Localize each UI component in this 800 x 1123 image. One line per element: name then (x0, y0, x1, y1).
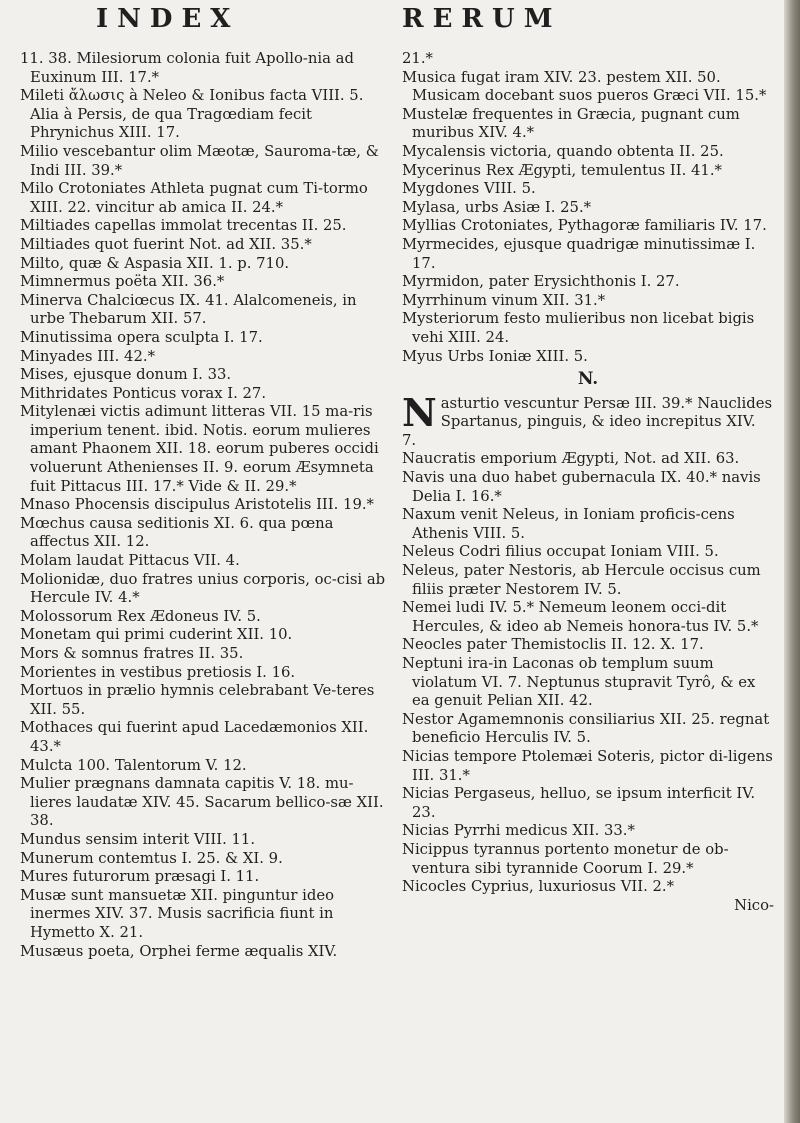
index-entry: Mygdones VIII. 5. (402, 180, 536, 198)
index-entry: Monetam qui primi cuderint XII. 10. (20, 626, 293, 644)
index-entry: Nicias Pyrrhi medicus XII. 33.* (402, 822, 635, 840)
index-entry: Mnaso Phocensis discipulus Aristotelis III. 19.* (20, 496, 374, 514)
index-entry: Molossorum Rex Ædoneus IV. 5. (20, 607, 261, 625)
index-entry: Mothaces qui fuerint apud Lacedæmonios XII. 43.* (20, 719, 369, 755)
index-entry: Mimnermus poëta XII. 36.* (20, 273, 225, 291)
index-entry: Mortuos in prælio hymnis celebrabant Ve-teres XII. 55. (20, 682, 375, 718)
index-entry: Milto, quæ & Aspasia XII. 1. p. 710. (20, 254, 290, 272)
index-entry: Mundus sensim interit VIII. 11. (20, 830, 256, 848)
index-entry: Mises, ejusque donum I. 33. (20, 366, 232, 384)
letter-section-heading: N. (577, 369, 599, 390)
header-right-title: RERUM (402, 4, 562, 34)
index-entry: Mulcta 100. Talentorum V. 12. (20, 756, 247, 774)
index-entry: Milo Crotoniates Athleta pugnat cum Ti-tormo XIII. 22. vincitur ab amica II. 24.* (20, 180, 368, 216)
index-entry: Mors & somnus fratres II. 35. (20, 645, 244, 662)
left-column (20, 50, 390, 961)
catchword: Nico- (734, 896, 774, 914)
index-entry: Neleus, pater Nestoris, ab Hercule occisus cum filiis præter Nestorem IV. 5. (402, 562, 761, 598)
index-entry: Neleus Codri filius occupat Ioniam VIII. 5. (402, 543, 719, 561)
index-entry: Navis una duo habet gubernacula IX. 40.* navis Delia I. 16.* (402, 469, 761, 505)
index-entry: Minyades III. 42.* (20, 347, 155, 365)
page-edge-shadow (784, 0, 800, 1123)
index-entry: 21.* (402, 50, 433, 67)
index-entry: Nemei ludi IV. 5.* Nemeum leonem occi-dit Hercules, & ideo ab Nemeis honora-tus IV. 5.* (402, 599, 759, 635)
index-entry: Nicias tempore Ptolemæi Soteris, pictor di-ligens III. 31.* (402, 747, 773, 784)
index-entry-first (402, 389, 774, 451)
index-entry: Nestor Agamemnonis consiliarius XII. 25. regnat beneficio Herculis IV. 5. (402, 710, 770, 747)
index-entry: Mycerinus Rex Ægypti, temulentus II. 41.* (402, 161, 722, 179)
first-entry-text: asturtio vescuntur Persæ III. 39.* Nauclides Spartanus, pinguis, & ideo increpitus XIV. 7. (402, 394, 773, 449)
index-entry: Neocles pater Themistoclis II. 12. X. 17. (402, 636, 704, 654)
drop-cap-initial: N (402, 389, 437, 435)
index-entry: Nicippus tyrannus portento monetur de ob-ventura sibi tyrannide Coorum I. 29.* (402, 840, 729, 877)
index-entry: Myus Urbs Ioniæ XIII. 5. (402, 347, 588, 365)
index-entry: Molam laudat Pittacus VII. 4. (20, 552, 240, 570)
index-entry: Myrrhinum vinum XII. 31.* (402, 291, 606, 309)
index-entry: Myrmidon, pater Erysichthonis I. 27. (402, 273, 680, 291)
index-entry: Mitylenæi victis adimunt litteras VII. 15 ma-ris imperium tenent. ibid. Notis. eorum mulieres amant Phaonem XII. 18. eorum puberes occidi voluerunt Athenienses II. 9. eorum Æsymneta fuit Pittacus III. 17.* Vide & II. 29.* (20, 403, 379, 495)
index-entry: Neptuni ira-in Laconas ob templum suum violatum VI. 7. Neptunus stupravit Tyrô, & ex ea genuit Pelian XII. 42. (402, 655, 756, 710)
header-left-title: INDEX (96, 4, 240, 34)
index-entry: Mures futurorum præsagi I. 11. (20, 868, 260, 886)
index-entry: Musæ sunt mansuetæ XII. pinguntur ideo inermes XIV. 37. Musis sacrificia fiunt in Hymetto X. 21. (20, 886, 335, 941)
index-entry: Milio vescebantur olim Mæotæ, Sauroma-tæ, & Indi III. 39.* (20, 142, 379, 179)
index-entry: Mœchus causa seditionis XI. 6. qua pœna affectus XII. 12. (20, 514, 334, 551)
index-entry: 11. 38. Milesiorum colonia fuit Apollo-nia ad Euxinum III. 17.* (20, 50, 354, 86)
index-entry: Nicocles Cyprius, luxuriosus VII. 2.* (402, 878, 675, 896)
index-entry: Naucratis emporium Ægypti, Not. ad XII. 63. (402, 450, 740, 468)
index-entry: Miltiades capellas immolat trecentas II. 25. (20, 217, 347, 235)
index-entry: Munerum contemtus I. 25. & XI. 9. (20, 849, 283, 867)
index-entry: Miltiades quot fuerint Not. ad XII. 35.* (20, 235, 312, 253)
index-entry: Mylasa, urbs Asiæ I. 25.* (402, 198, 592, 216)
index-entry: Naxum venit Neleus, in Ioniam proficis-cens Athenis VIII. 5. (402, 506, 735, 542)
index-entry: Morientes in vestibus pretiosis I. 16. (20, 663, 296, 681)
right-column (402, 50, 774, 915)
index-entry: Nicias Pergaseus, helluo, se ipsum interficit IV. 23. (402, 785, 756, 821)
index-entry: Mustelæ frequentes in Græcia, pugnant cum muribus XIV. 4.* (402, 105, 740, 142)
index-entry: Mulier prægnans damnata capitis V. 18. mu-lieres laudatæ XIV. 45. Sacarum bellico-sæ XII. 38. (20, 775, 384, 830)
index-entry: Musæus poeta, Orphei ferme æqualis XIV. (20, 942, 338, 960)
index-entry: Minerva Chalciœcus IX. 41. Alalcomeneis, in urbe Thebarum XII. 57. (20, 291, 357, 328)
page-header (0, 0, 780, 50)
index-entry: Musica fugat iram XIV. 23. pestem XII. 50. Musicam docebant suos pueros Græci VII. 15.* (402, 68, 767, 105)
index-entry: Myllias Crotoniates, Pythagoræ familiaris IV. 17. (402, 217, 767, 235)
index-entry: Mileti ἄλωσις à Neleo & Ionibus facta VIII. 5. Alia à Persis, de qua Tragœdiam fecit Phrynichus XIII. 17. (20, 87, 364, 142)
index-entry: Mithridates Ponticus vorax I. 27. (20, 384, 267, 402)
index-entry: Mysteriorum festo mulieribus non licebat bigis vehi XIII. 24. (402, 310, 755, 346)
index-entry: Molionidæ, duo fratres unius corporis, oc-cisi ab Hercule IV. 4.* (20, 570, 386, 607)
index-entry: Myrmecides, ejusque quadrigæ minutissimæ I. 17. (402, 235, 756, 272)
index-entry: Minutissima opera sculpta I. 17. (20, 328, 263, 346)
index-entry: Mycalensis victoria, quando obtenta II. 25. (402, 142, 724, 160)
